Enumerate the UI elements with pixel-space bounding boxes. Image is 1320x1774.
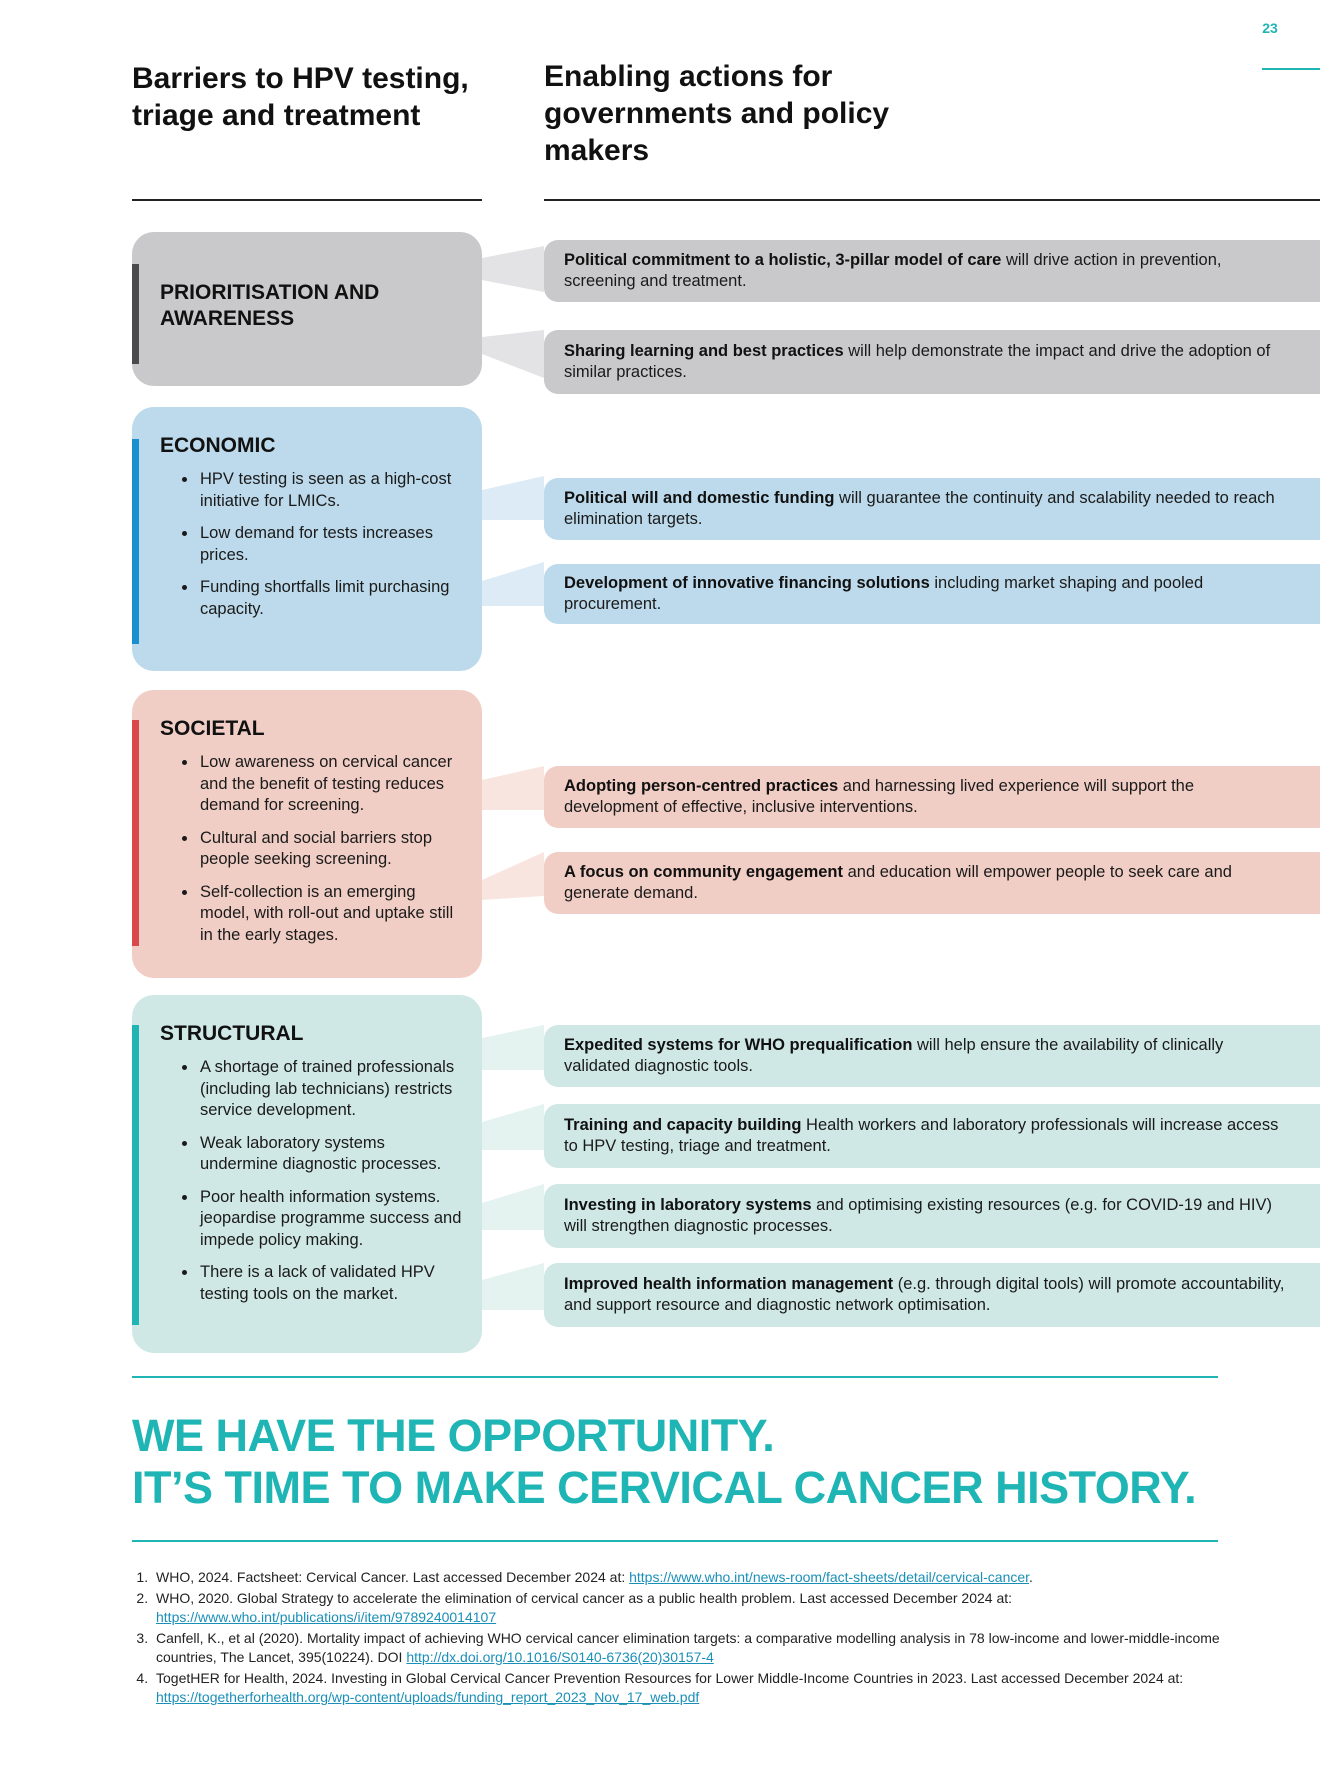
barrier-bullet: • A shortage of trained professionals (including lab technicians) restricts service development. — [198, 1057, 462, 1122]
action-bar — [544, 564, 1320, 624]
barrier-panel-societal — [132, 690, 482, 978]
reference-text: WHO, 2024. Factsheet: Cervical Cancer. Last accessed December 2024 at: — [156, 1569, 630, 1585]
connector-wedge — [482, 246, 544, 292]
action-bold: A focus on community engagement — [564, 862, 844, 881]
reference-text: TogetHER for Health, 2024. Investing in Global Cervical Cancer Prevention Resources for Lower Middle-Income Countries in 2023. Last accessed December 2024 at: — [156, 1670, 1184, 1686]
reference-item — [152, 1669, 1252, 1707]
action-rest: and harnessing lived experience will support the development of effective, inclusive interventions. — [564, 776, 1195, 816]
reference-link[interactable]: https://www.who.int/publications/i/item/9789240014107 — [156, 1609, 497, 1625]
action-text — [564, 1274, 1290, 1317]
action-bold: Expedited systems for WHO prequalification — [564, 1035, 913, 1054]
connector-wedge — [482, 562, 544, 606]
action-text — [564, 776, 1290, 819]
panel-accent-bar — [132, 720, 139, 946]
action-rest: will drive action in prevention, screening and treatment. — [564, 250, 1222, 290]
barrier-title: ECONOMIC — [160, 434, 276, 457]
barrier-bullet: • Poor health information systems. jeopardise programme success and impede policy making. — [198, 1187, 462, 1252]
reference-text: Canfell, K., et al (2020). Mortality impact of achieving WHO cervical cancer elimination targets: a comparative modelling analysis in 78 low-income and lower-middle-income countries, The Lancet, 395(10224). DOI — [156, 1630, 1220, 1665]
barrier-bullet-list — [160, 469, 462, 620]
action-text — [564, 862, 1290, 905]
connector-wedge — [482, 476, 544, 520]
barrier-bullet-list — [160, 1057, 462, 1305]
connector-wedge — [482, 766, 544, 810]
actions-heading: Enabling actions for governments and policy makers — [544, 60, 890, 167]
barrier-bullet: • Weak laboratory systems undermine diagnostic processes. — [198, 1133, 462, 1176]
cta-line-2: IT’S TIME TO MAKE CERVICAL CANCER HISTORY. — [132, 1462, 1197, 1513]
action-bold: Sharing learning and best practices — [564, 341, 844, 360]
action-bar — [544, 1104, 1320, 1168]
cta-rule-top — [132, 1376, 1218, 1378]
action-rest: (e.g. through digital tools) will promote accountability, and support resource and diagnostic network optimisation. — [564, 1274, 1285, 1314]
reference-item — [152, 1568, 1252, 1587]
barriers-heading: Barriers to HPV testing, triage and treatment — [132, 62, 469, 132]
reference-after: . — [1029, 1569, 1033, 1585]
barrier-bullet: • Cultural and social barriers stop people seeking screening. — [198, 828, 462, 871]
barrier-bullet: • There is a lack of validated HPV testing tools on the market. — [198, 1262, 462, 1305]
barrier-bullet: • Low demand for tests increases prices. — [198, 523, 462, 566]
references-list — [130, 1568, 1252, 1709]
action-rest: Health workers and laboratory professionals will increase access to HPV testing, triage and treatment. — [564, 1115, 1279, 1155]
barrier-bullet: • Self-collection is an emerging model, with roll-out and uptake still in the early stages. — [198, 882, 462, 947]
action-text — [564, 1035, 1290, 1078]
reference-item — [152, 1589, 1252, 1627]
action-text — [564, 1195, 1290, 1238]
cta-rule-bottom — [132, 1540, 1218, 1542]
reference-link[interactable]: https://www.who.int/news-room/fact-sheets/detail/cervical-cancer — [629, 1569, 1030, 1585]
connector-wedge — [482, 1263, 544, 1310]
barrier-title: SOCIETAL — [160, 717, 265, 740]
connector-wedge — [482, 852, 544, 900]
action-rest: including market shaping and pooled procurement. — [564, 573, 1204, 613]
barrier-title: STRUCTURAL — [160, 1022, 304, 1045]
action-bar — [544, 766, 1320, 828]
action-text — [564, 1115, 1290, 1158]
page-number: 23 — [1262, 20, 1278, 36]
reference-link[interactable]: http://dx.doi.org/10.1016/S0140-6736(20)30157-4 — [406, 1649, 714, 1665]
action-bold: Political will and domestic funding — [564, 488, 835, 507]
action-text — [564, 250, 1290, 293]
action-rest: will help ensure the availability of clinically validated diagnostic tools. — [564, 1035, 1224, 1075]
action-rest: and education will empower people to seek care and generate demand. — [564, 862, 1232, 902]
barrier-bullet-list — [160, 752, 462, 946]
action-bold: Investing in laboratory systems — [564, 1195, 812, 1214]
action-bar — [544, 240, 1320, 302]
barrier-panel-prioritisation — [132, 232, 482, 386]
action-bar — [544, 1263, 1320, 1327]
connector-wedge — [482, 330, 544, 378]
reference-text: WHO, 2020. Global Strategy to accelerate the elimination of cervical cancer as a public health problem. Last accessed December 2024 at: — [156, 1590, 1013, 1606]
connector-wedge — [482, 1025, 544, 1070]
reference-link[interactable]: https://togetherforhealth.org/wp-content/uploads/funding_report_2023_Nov_17_web.pdf — [156, 1689, 700, 1705]
action-text — [564, 573, 1290, 616]
action-bold: Adopting person-centred practices — [564, 776, 839, 795]
reference-item — [152, 1629, 1252, 1667]
barrier-title: PRIORITISATION AND AWARENESS — [160, 281, 380, 330]
action-bar — [544, 478, 1320, 540]
barrier-bullet: • HPV testing is seen as a high-cost initiative for LMICs. — [198, 469, 462, 512]
action-text — [564, 341, 1290, 384]
connector-wedge — [482, 1184, 544, 1230]
action-rest: will guarantee the continuity and scalability needed to reach elimination targets. — [564, 488, 1275, 528]
action-bold: Improved health information management — [564, 1274, 894, 1293]
action-rest: will help demonstrate the impact and drive the adoption of similar practices. — [564, 341, 1271, 381]
panel-accent-bar — [132, 439, 139, 644]
action-bold: Development of innovative financing solutions — [564, 573, 930, 592]
barrier-panel-structural — [132, 995, 482, 1353]
action-bar — [544, 1184, 1320, 1248]
action-bar — [544, 330, 1320, 394]
action-text — [564, 488, 1290, 531]
cta-line-1: WE HAVE THE OPPORTUNITY. — [132, 1410, 775, 1461]
action-rest: and optimising existing resources (e.g. for COVID-19 and HIV) will strengthen diagnostic processes. — [564, 1195, 1272, 1235]
connector-wedge — [482, 1104, 544, 1150]
panel-accent-bar — [132, 1025, 139, 1325]
action-bar — [544, 1025, 1320, 1087]
action-bar — [544, 852, 1320, 914]
barrier-bullet: • Low awareness on cervical cancer and the benefit of testing reduces demand for screening. — [198, 752, 462, 817]
action-bold: Political commitment to a holistic, 3-pillar model of care — [564, 250, 1002, 269]
panel-accent-bar — [132, 264, 139, 364]
barrier-panel-economic — [132, 407, 482, 671]
barrier-bullet: • Funding shortfalls limit purchasing capacity. — [198, 577, 462, 620]
action-bold: Training and capacity building — [564, 1115, 802, 1134]
